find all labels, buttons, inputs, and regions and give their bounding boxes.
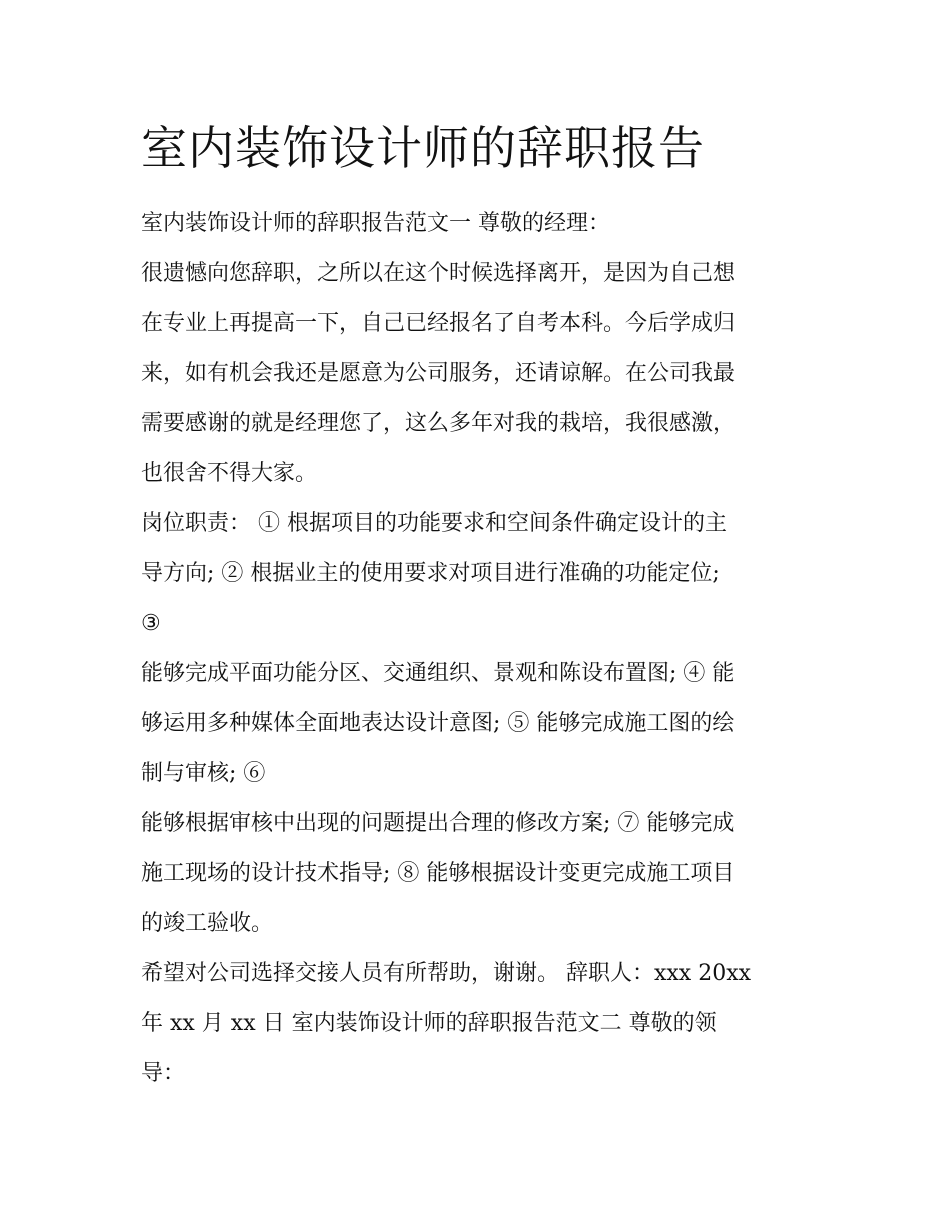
text-line: 年 xx 月 xx 日 室内装饰设计师的辞职报告范文二 尊敬的领: [141, 1011, 717, 1036]
text-line: 室内装饰设计师的辞职报告范文一 尊敬的经理：: [141, 211, 610, 236]
text-line: ③: [141, 611, 161, 636]
text-line: 够运用多种媒体全面地表达设计意图; ⑤ 能够完成施工图的绘: [141, 711, 735, 736]
text-line: 在专业上再提高一下，自己已经报名了自考本科。今后学成归: [141, 311, 736, 336]
text-line: 也很舍不得大家。: [141, 461, 318, 486]
text-line: 很遗憾向您辞职，之所以在这个时候选择离开，是因为自己想: [141, 261, 736, 286]
document-body: [141, 199, 821, 1099]
text-line: 来，如有机会我还是愿意为公司服务，还请谅解。在公司我最: [141, 361, 736, 386]
document-title: 室内装饰设计师的辞职报告: [141, 121, 705, 175]
text-line: 导方向; ② 根据业主的使用要求对项目进行准确的功能定位;: [141, 561, 720, 586]
text-line: 施工现场的设计技术指导; ⑧ 能够根据设计变更完成施工项目: [141, 861, 735, 886]
text-line: 岗位职责： ① 根据项目的功能要求和空间条件确定设计的主: [141, 511, 727, 536]
text-line: 希望对公司选择交接人员有所帮助，谢谢。 辞职人：xxx 20xx: [141, 961, 752, 986]
text-line: 导：: [141, 1061, 186, 1086]
text-line: 能够完成平面功能分区、交通组织、景观和陈设布置图; ④ 能: [141, 661, 735, 686]
text-line: 的竣工验收。: [141, 911, 274, 936]
text-line: 制与审核; ⑥: [141, 761, 266, 786]
text-line: 需要感谢的就是经理您了，这么多年对我的栽培，我很感激，: [141, 411, 736, 436]
text-line: 能够根据审核中出现的问题提出合理的修改方案; ⑦ 能够完成: [141, 811, 735, 836]
